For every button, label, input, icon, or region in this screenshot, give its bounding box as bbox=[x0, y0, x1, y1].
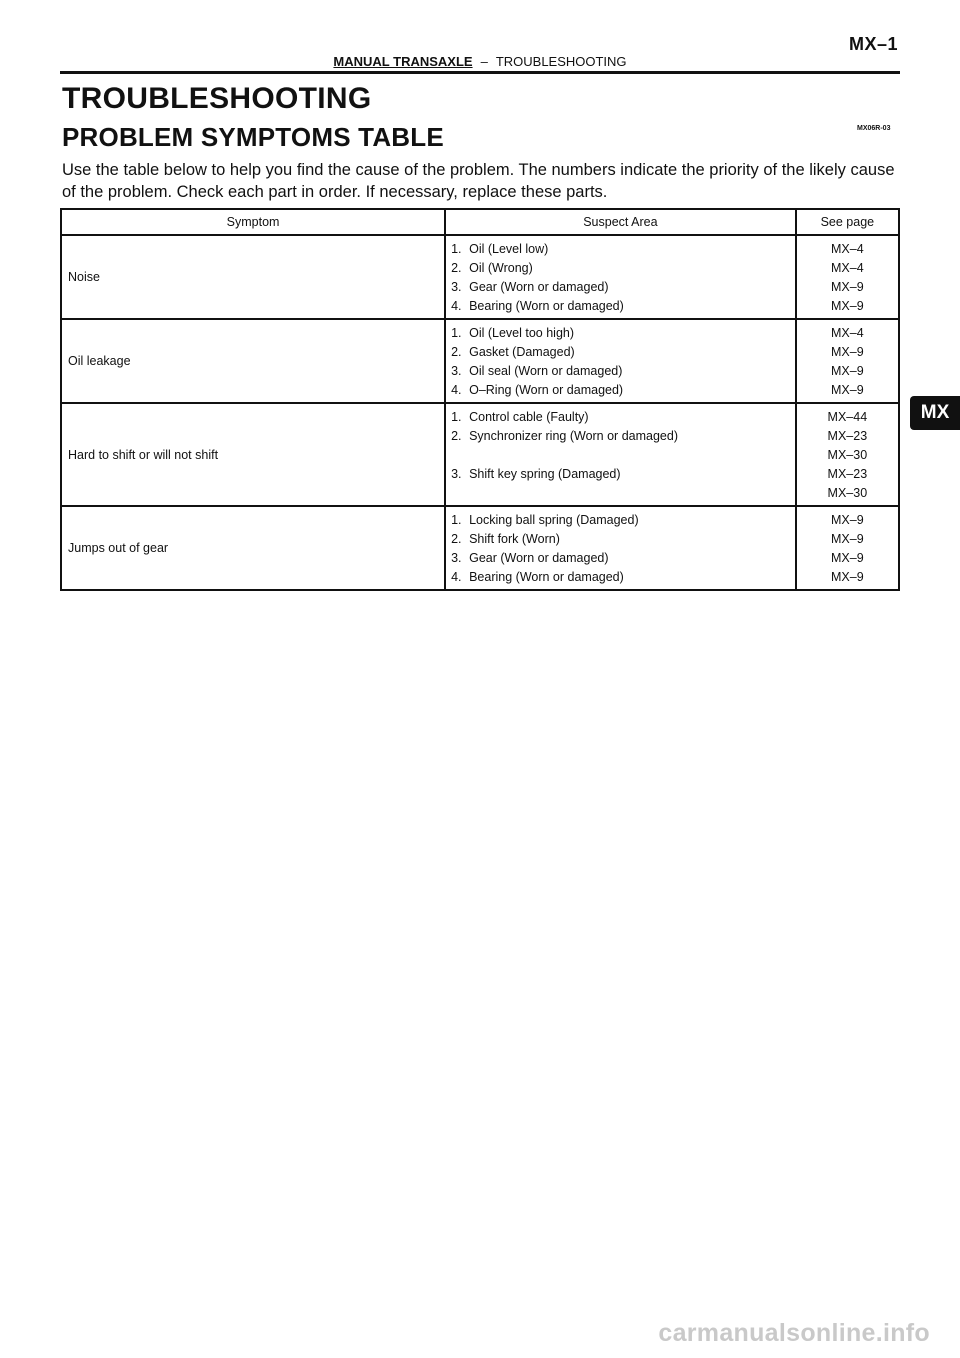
page-reference: MX–9 bbox=[831, 364, 864, 378]
see-page-cell bbox=[796, 506, 899, 590]
suspect-area-text: Oil seal (Worn or damaged) bbox=[469, 364, 623, 378]
page-number: MX–1 bbox=[848, 34, 898, 54]
priority-number: 1. bbox=[451, 242, 462, 256]
document-code: MX06R-03 bbox=[857, 125, 891, 132]
priority-number: 3. bbox=[451, 551, 462, 565]
suspect-area-text: Locking ball spring (Damaged) bbox=[469, 513, 639, 527]
suspect-area-item bbox=[446, 511, 795, 530]
priority-number: 2. bbox=[451, 532, 462, 546]
priority-number: 1. bbox=[451, 410, 462, 424]
suspect-area-item bbox=[446, 446, 795, 465]
priority-number: 1. bbox=[451, 513, 462, 527]
page-reference: MX–30 bbox=[827, 448, 868, 462]
suspect-area-text: O–Ring (Worn or damaged) bbox=[469, 383, 624, 397]
header-rule bbox=[60, 71, 900, 74]
suspect-area-item bbox=[446, 324, 795, 343]
suspect-area-text: Synchronizer ring (Worn or damaged) bbox=[469, 429, 678, 443]
page-reference: MX–23 bbox=[827, 467, 868, 481]
suspect-area-item bbox=[446, 568, 795, 587]
suspect-area-item bbox=[446, 343, 795, 362]
suspect-area-item bbox=[446, 465, 795, 484]
header-symptom: Symptom bbox=[61, 209, 445, 235]
section-title: PROBLEM SYMPTOMS TABLE bbox=[62, 122, 444, 152]
page-reference: MX–9 bbox=[831, 570, 864, 584]
priority-number: 4. bbox=[451, 299, 462, 313]
priority-number: 2. bbox=[451, 429, 462, 443]
page-reference: MX–9 bbox=[831, 345, 864, 359]
page-reference: MX–23 bbox=[827, 429, 868, 443]
suspect-area-cell bbox=[445, 403, 796, 506]
priority-number: 3. bbox=[451, 280, 462, 294]
suspect-area-item bbox=[446, 530, 795, 549]
header-suspect-area: Suspect Area bbox=[445, 209, 796, 235]
priority-number: 3. bbox=[451, 467, 462, 481]
page-reference: MX–9 bbox=[831, 532, 864, 546]
page-reference: MX–9 bbox=[831, 299, 864, 313]
priority-number: 3. bbox=[451, 364, 462, 378]
page-reference: MX–9 bbox=[831, 513, 864, 527]
symptom-cell: Hard to shift or will not shift bbox=[61, 403, 445, 506]
priority-number: 4. bbox=[451, 383, 462, 397]
see-page-cell bbox=[796, 319, 899, 403]
problem-symptoms-table bbox=[60, 208, 900, 591]
page-reference: MX–4 bbox=[831, 326, 864, 340]
page-title: TROUBLESHOOTING bbox=[62, 82, 372, 115]
symptom-cell: Noise bbox=[61, 235, 445, 319]
priority-number: 4. bbox=[451, 570, 462, 584]
suspect-area-item bbox=[446, 549, 795, 568]
see-page-cell bbox=[796, 403, 899, 506]
section-tab-mx: MX bbox=[910, 396, 960, 430]
running-header bbox=[60, 54, 900, 69]
suspect-area-item bbox=[446, 259, 795, 278]
suspect-area-item bbox=[446, 240, 795, 259]
page-reference: MX–9 bbox=[831, 551, 864, 565]
suspect-area-text: Oil (Wrong) bbox=[469, 261, 533, 275]
suspect-area-item bbox=[446, 297, 795, 316]
page-reference: MX–4 bbox=[831, 242, 864, 256]
suspect-area-cell bbox=[445, 319, 796, 403]
suspect-area-item bbox=[446, 278, 795, 297]
suspect-area-item bbox=[446, 484, 795, 503]
page-reference: MX–30 bbox=[827, 486, 868, 500]
intro-paragraph: Use the table below to help you find the cause of the problem. The numbers indicate the priority of the likely cause of the problem. Check each part in order. If necessary, replace these parts. bbox=[62, 161, 895, 201]
page-reference: MX–44 bbox=[827, 410, 868, 424]
running-header-topic: TROUBLESHOOTING bbox=[495, 54, 627, 69]
suspect-area-text: Shift key spring (Damaged) bbox=[469, 467, 621, 481]
suspect-area-cell bbox=[445, 506, 796, 590]
header-see-page: See page bbox=[796, 209, 899, 235]
symptom-cell: Oil leakage bbox=[61, 319, 445, 403]
suspect-area-item bbox=[446, 427, 795, 446]
table-row bbox=[61, 319, 899, 403]
symptom-cell: Jumps out of gear bbox=[61, 506, 445, 590]
suspect-area-text: Gear (Worn or damaged) bbox=[469, 551, 609, 565]
suspect-area-text: Gasket (Damaged) bbox=[469, 345, 575, 359]
running-header-section: MANUAL TRANSAXLE bbox=[333, 54, 473, 69]
suspect-area-text: Control cable (Faulty) bbox=[469, 410, 589, 424]
table-row bbox=[61, 506, 899, 590]
table-row bbox=[61, 403, 899, 506]
suspect-area-text: Bearing (Worn or damaged) bbox=[469, 570, 624, 584]
priority-number: 2. bbox=[451, 345, 462, 359]
priority-number: 2. bbox=[451, 261, 462, 275]
page-reference: MX–4 bbox=[831, 261, 864, 275]
suspect-area-cell bbox=[445, 235, 796, 319]
table-row bbox=[61, 235, 899, 319]
page-reference: MX–9 bbox=[831, 383, 864, 397]
page-reference: MX–9 bbox=[831, 280, 864, 294]
priority-number: 1. bbox=[451, 326, 462, 340]
suspect-area-item bbox=[446, 381, 795, 400]
suspect-area-text: Shift fork (Worn) bbox=[469, 532, 560, 546]
see-page-cell bbox=[796, 235, 899, 319]
watermark: carmanualsonline.info bbox=[658, 1319, 930, 1347]
suspect-area-text: Oil (Level too high) bbox=[469, 326, 575, 340]
suspect-area-text: Gear (Worn or damaged) bbox=[469, 280, 609, 294]
running-header-separator: – bbox=[480, 54, 488, 69]
suspect-area-text: Bearing (Worn or damaged) bbox=[469, 299, 624, 313]
suspect-area-item bbox=[446, 362, 795, 381]
table-body bbox=[61, 235, 899, 590]
suspect-area-text: Oil (Level low) bbox=[469, 242, 549, 256]
suspect-area-item bbox=[446, 408, 795, 427]
table-header-row bbox=[61, 209, 899, 235]
